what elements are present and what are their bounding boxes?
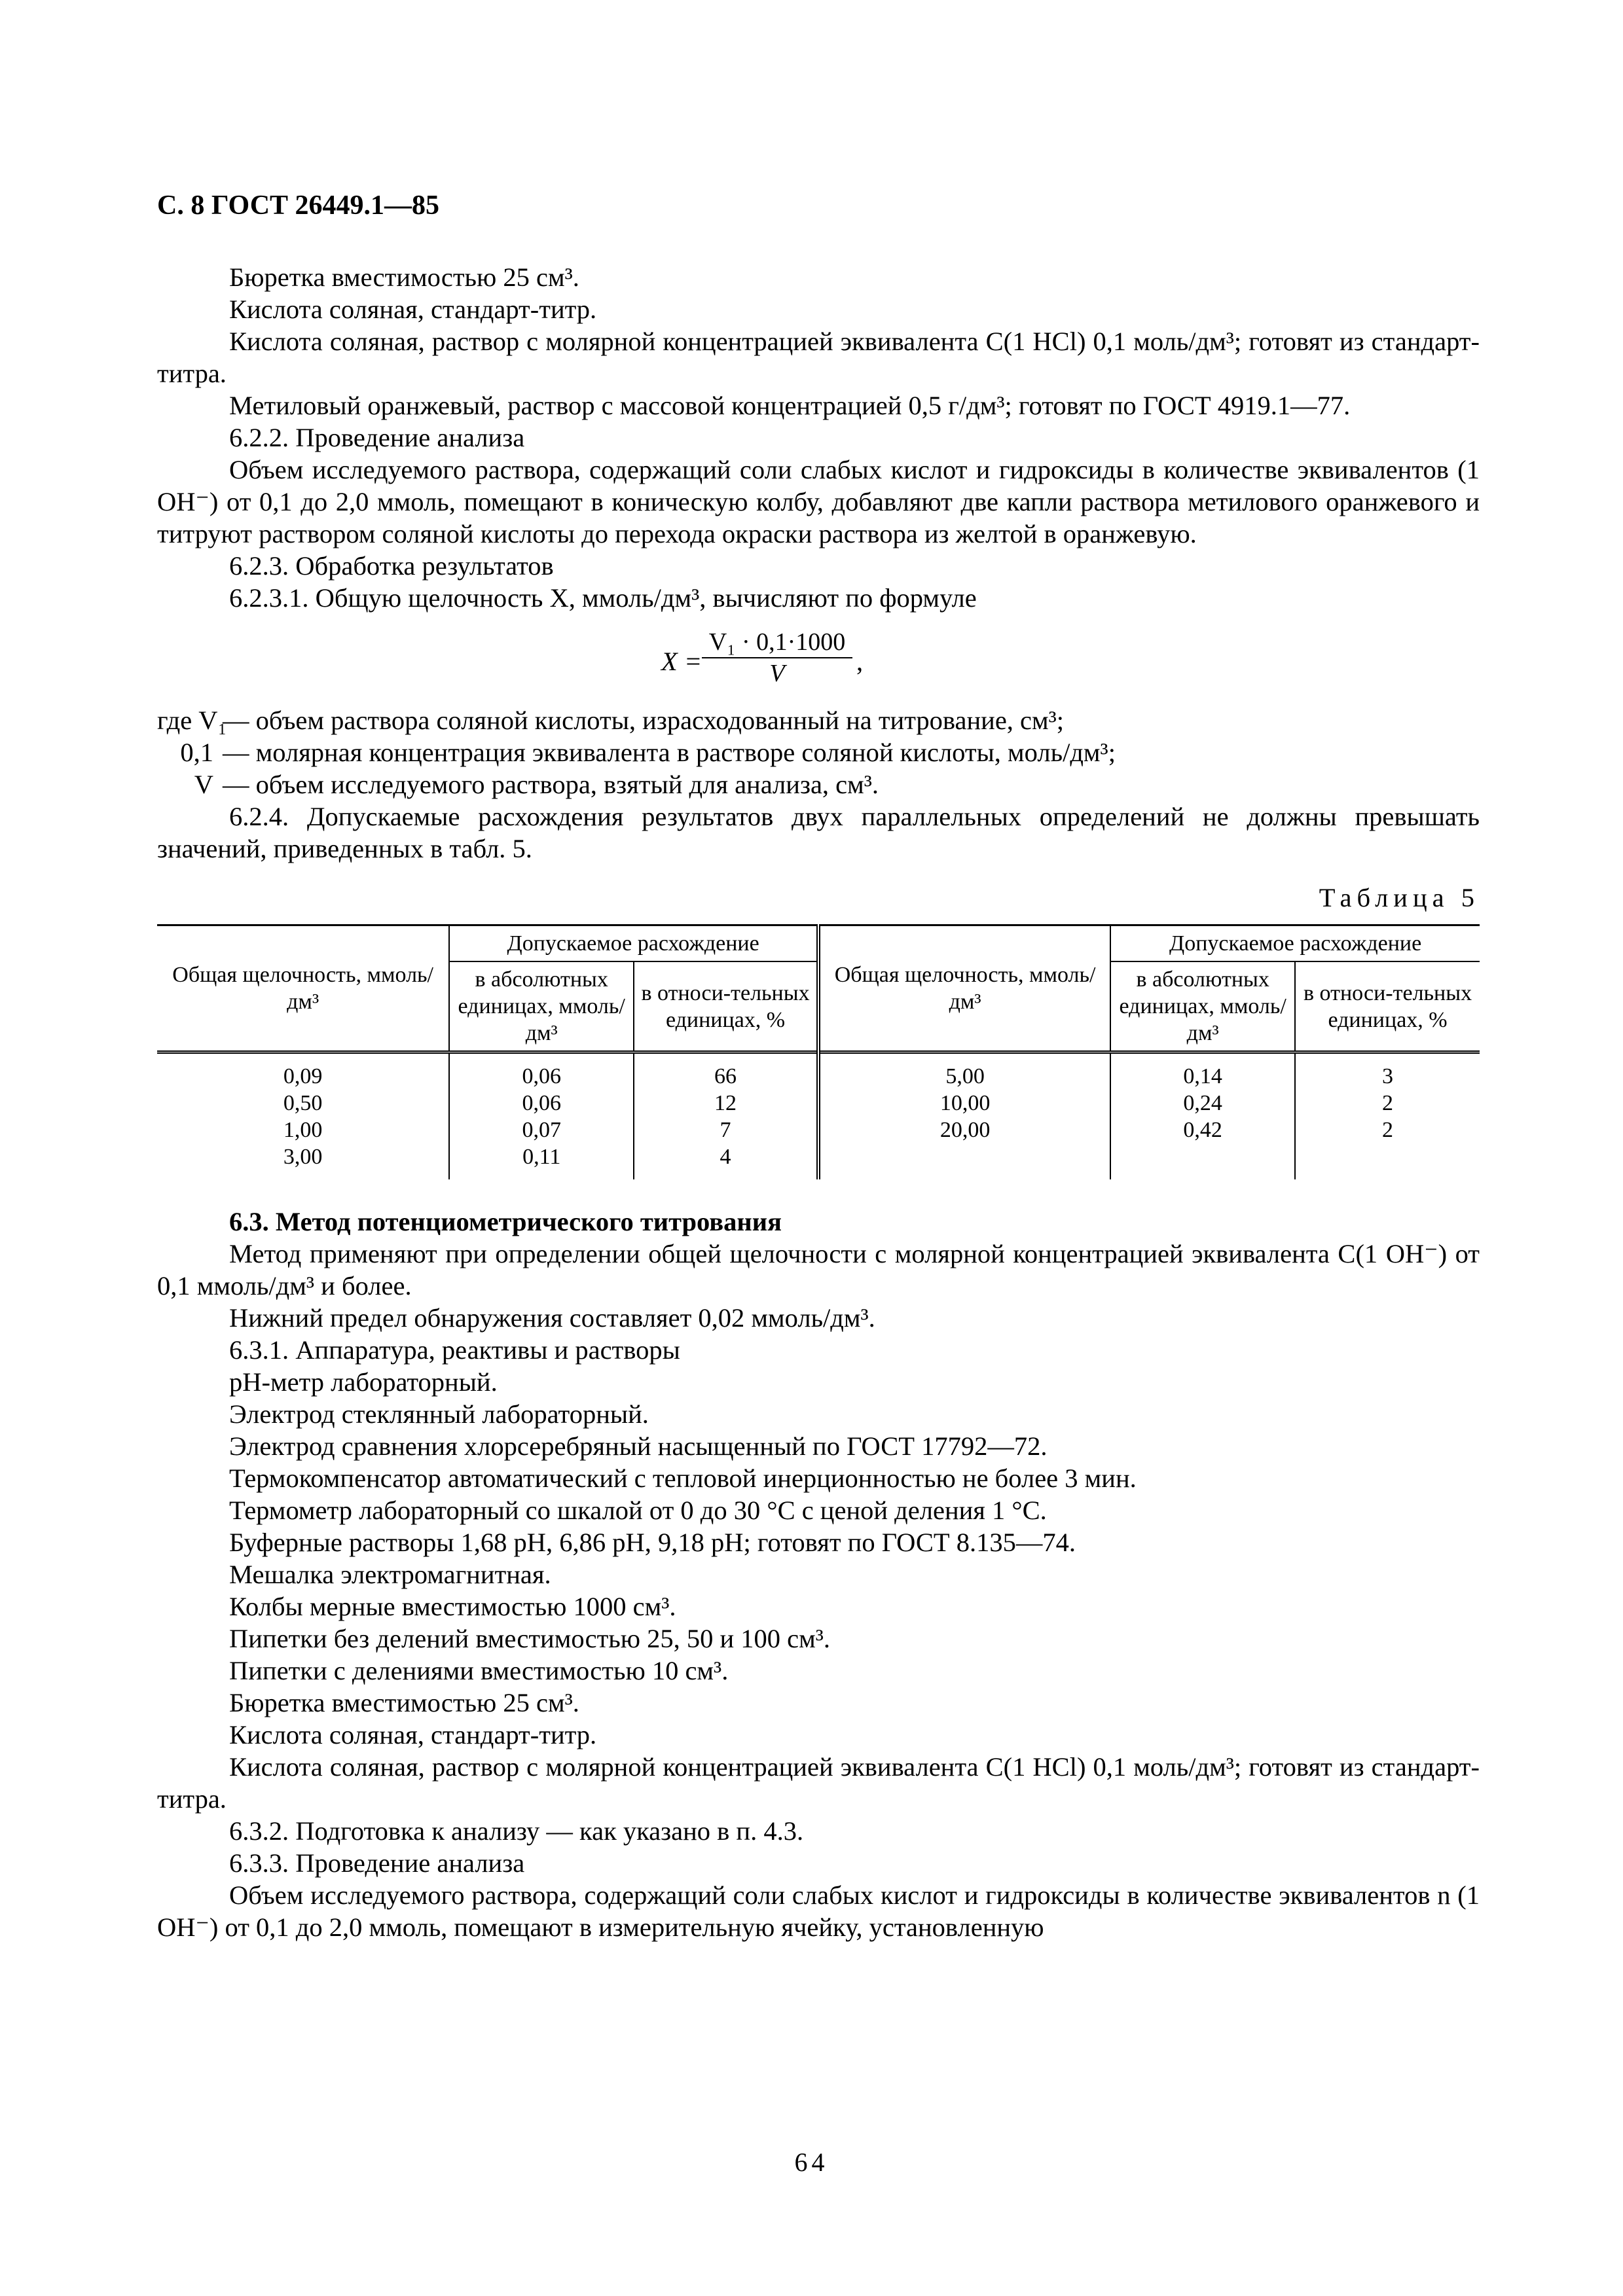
subsection-title: 6.3.3. Проведение анализа [229,1848,525,1878]
table-caption: Таблица 5 [1319,883,1480,912]
variable-description: — молярная концентрация эквивалента в растворе соляной кислоты, моль/дм³; [223,738,1116,767]
table-cell [1110,1143,1295,1179]
list-item: Электрод стеклянный лабораторный. [229,1399,649,1429]
table-cell [818,1143,1110,1179]
table-cell: 0,11 [449,1143,634,1179]
list-item: Бюретка вместимостью 25 см³. [229,1688,579,1717]
variable-description: — объем раствора соляной кислоты, израсходованный на титрование, см³; [223,706,1065,735]
table-cell: 0,09 [283,1064,323,1088]
column-header-total: Общая щелочность, ммоль/дм³ [157,925,449,1052]
formula [157,627,1480,699]
variable-symbol: V [194,770,213,799]
paragraph: 6.2.4. Допускаемые расхождения результатов двух параллельных определений не должны превышать значений, приведенных в табл. 5. [157,802,1480,863]
variable-symbol: где V₁ [157,706,227,735]
tolerance-table [157,924,1480,1179]
table-cell [1295,1143,1480,1179]
document-page [157,190,1480,1943]
table-cell: 10,00 [818,1090,1110,1117]
list-item: Пипетки без делений вместимостью 25, 50 и 100 см³. [229,1624,831,1653]
table-cell: 0,14 [1110,1052,1295,1090]
list-item: Буферные растворы 1,68 pH, 6,86 pH, 9,18 pH; готовят по ГОСТ 8.135—74. [229,1528,1076,1557]
table-cell: 0,24 [1110,1090,1295,1117]
list-item: Термометр лабораторный со шкалой от 0 до 30 °C с ценой деления 1 °C. [229,1496,1047,1525]
formula-lhs: X = [661,647,702,676]
paragraph: Метиловый оранжевый, раствор с массовой концентрацией 0,5 г/дм³; готовят по ГОСТ 4919.1—77. [229,391,1351,420]
list-item: Пипетки с делениями вместимостью 10 см³. [229,1656,729,1685]
table-cell: 3 [1295,1052,1480,1090]
paragraph: Объем исследуемого раствора, содержащий соли слабых кислот и гидроксиды в количестве эквивалентов n (1 OH⁻) от 0,1 до 2,0 ммоль, помещают в измерительную ячейку, установленную [157,1880,1480,1942]
formula-denominator: V [769,660,785,687]
table-cell: 0,06 [449,1052,634,1090]
paragraph: 6.2.3.1. Общую щелочность X, ммоль/дм³, вычисляют по формуле [229,583,977,613]
table-cell: 66 [634,1052,818,1090]
page-header: С. 8 ГОСТ 26449.1—85 [157,190,440,221]
subsection-title: 6.3.2. Подготовка к анализу — как указано в п. 4.3. [229,1816,804,1846]
table-cell: 0,42 [1110,1117,1295,1143]
column-group-header: Допускаемое расхождение [449,925,818,962]
list-item: Термокомпенсатор автоматический с тепловой инерционностью не более 3 мин. [229,1463,1137,1493]
paragraph: Кислота соляная, раствор с молярной концентрацией эквивалента C(1 HCl) 0,1 моль/дм³; готовят из стандарт-титра. [157,327,1480,388]
column-header-relative: в относи-тельных единицах, % [634,961,818,1052]
table-row [157,1143,1480,1179]
table-row [157,1052,1480,1090]
column-header-total: Общая щелочность, ммоль/дм³ [818,925,1110,1052]
section-title: 6.3. Метод потенциометрического титрования [229,1207,782,1236]
formula-comma: , [856,647,864,676]
paragraph: Объем исследуемого раствора, содержащий соли слабых кислот и гидроксиды в количестве эквивалентов (1 OH⁻) от 0,1 до 2,0 ммоль, помещают в коническую колбу, добавляют две капли раствора метилового оранжевого и титруют раствором соляной кислоты до перехода окраски раствора из желтой в оранжевую. [157,455,1480,548]
table-cell: 20,00 [818,1117,1110,1143]
list-item: Электрод сравнения хлорсеребряный насыщенный по ГОСТ 17792—72. [229,1431,1048,1461]
paragraph: Нижний предел обнаружения составляет 0,02 ммоль/дм³. [229,1303,875,1333]
variable-symbol: 0,1 [180,738,213,767]
table-cell: 7 [634,1117,818,1143]
column-group-header: Допускаемое расхождение [1110,925,1480,962]
column-header-absolute: в абсолютных единицах, ммоль/дм³ [449,961,634,1052]
table-cell: 0,50 [283,1091,323,1115]
paragraph: Кислота соляная, стандарт-титр. [229,295,597,324]
subsection-title: 6.2.3. Обработка результатов [229,551,554,581]
paragraph: Метод применяют при определении общей щелочности с молярной концентрацией эквивалента C(1 OH⁻) от 0,1 ммоль/дм³ и более. [157,1239,1480,1300]
list-item: Кислота соляная, раствор с молярной концентрацией эквивалента C(1 HCl) 0,1 моль/дм³; готовят из стандарт-титра. [157,1752,1480,1814]
list-item: pH-метр лабораторный. [229,1367,498,1397]
list-item: Колбы мерные вместимостью 1000 см³. [229,1592,676,1621]
column-header-relative: в относи-тельных единицах, % [1295,961,1480,1052]
table-cell: 5,00 [818,1052,1110,1090]
table-cell: 2 [1295,1117,1480,1143]
table-cell: 0,06 [449,1090,634,1117]
formula-numerator: V₁ · 0,1·1000 [702,627,852,658]
variable-description: — объем исследуемого раствора, взятый для анализа, см³. [223,770,879,799]
table-cell: 1,00 [283,1118,323,1142]
table-cell: 12 [634,1090,818,1117]
paragraph: Бюретка вместимостью 25 см³. [229,262,579,292]
list-item: Кислота соляная, стандарт-титр. [229,1720,597,1749]
list-item: Мешалка электромагнитная. [229,1560,551,1589]
formula-fraction [702,627,852,689]
table-cell: 3,00 [283,1145,323,1169]
table-row [157,1117,1480,1143]
column-header-absolute: в абсолютных единицах, ммоль/дм³ [1110,961,1295,1052]
table-cell: 4 [634,1143,818,1179]
subsection-title: 6.2.2. Проведение анализа [229,423,525,452]
variable-definitions [157,704,1480,800]
page-number: 64 [794,2147,829,2177]
subsection-title: 6.3.1. Аппаратура, реактивы и растворы [229,1335,680,1365]
table-row [157,1090,1480,1117]
table-cell: 0,07 [449,1117,634,1143]
table-cell: 2 [1295,1090,1480,1117]
